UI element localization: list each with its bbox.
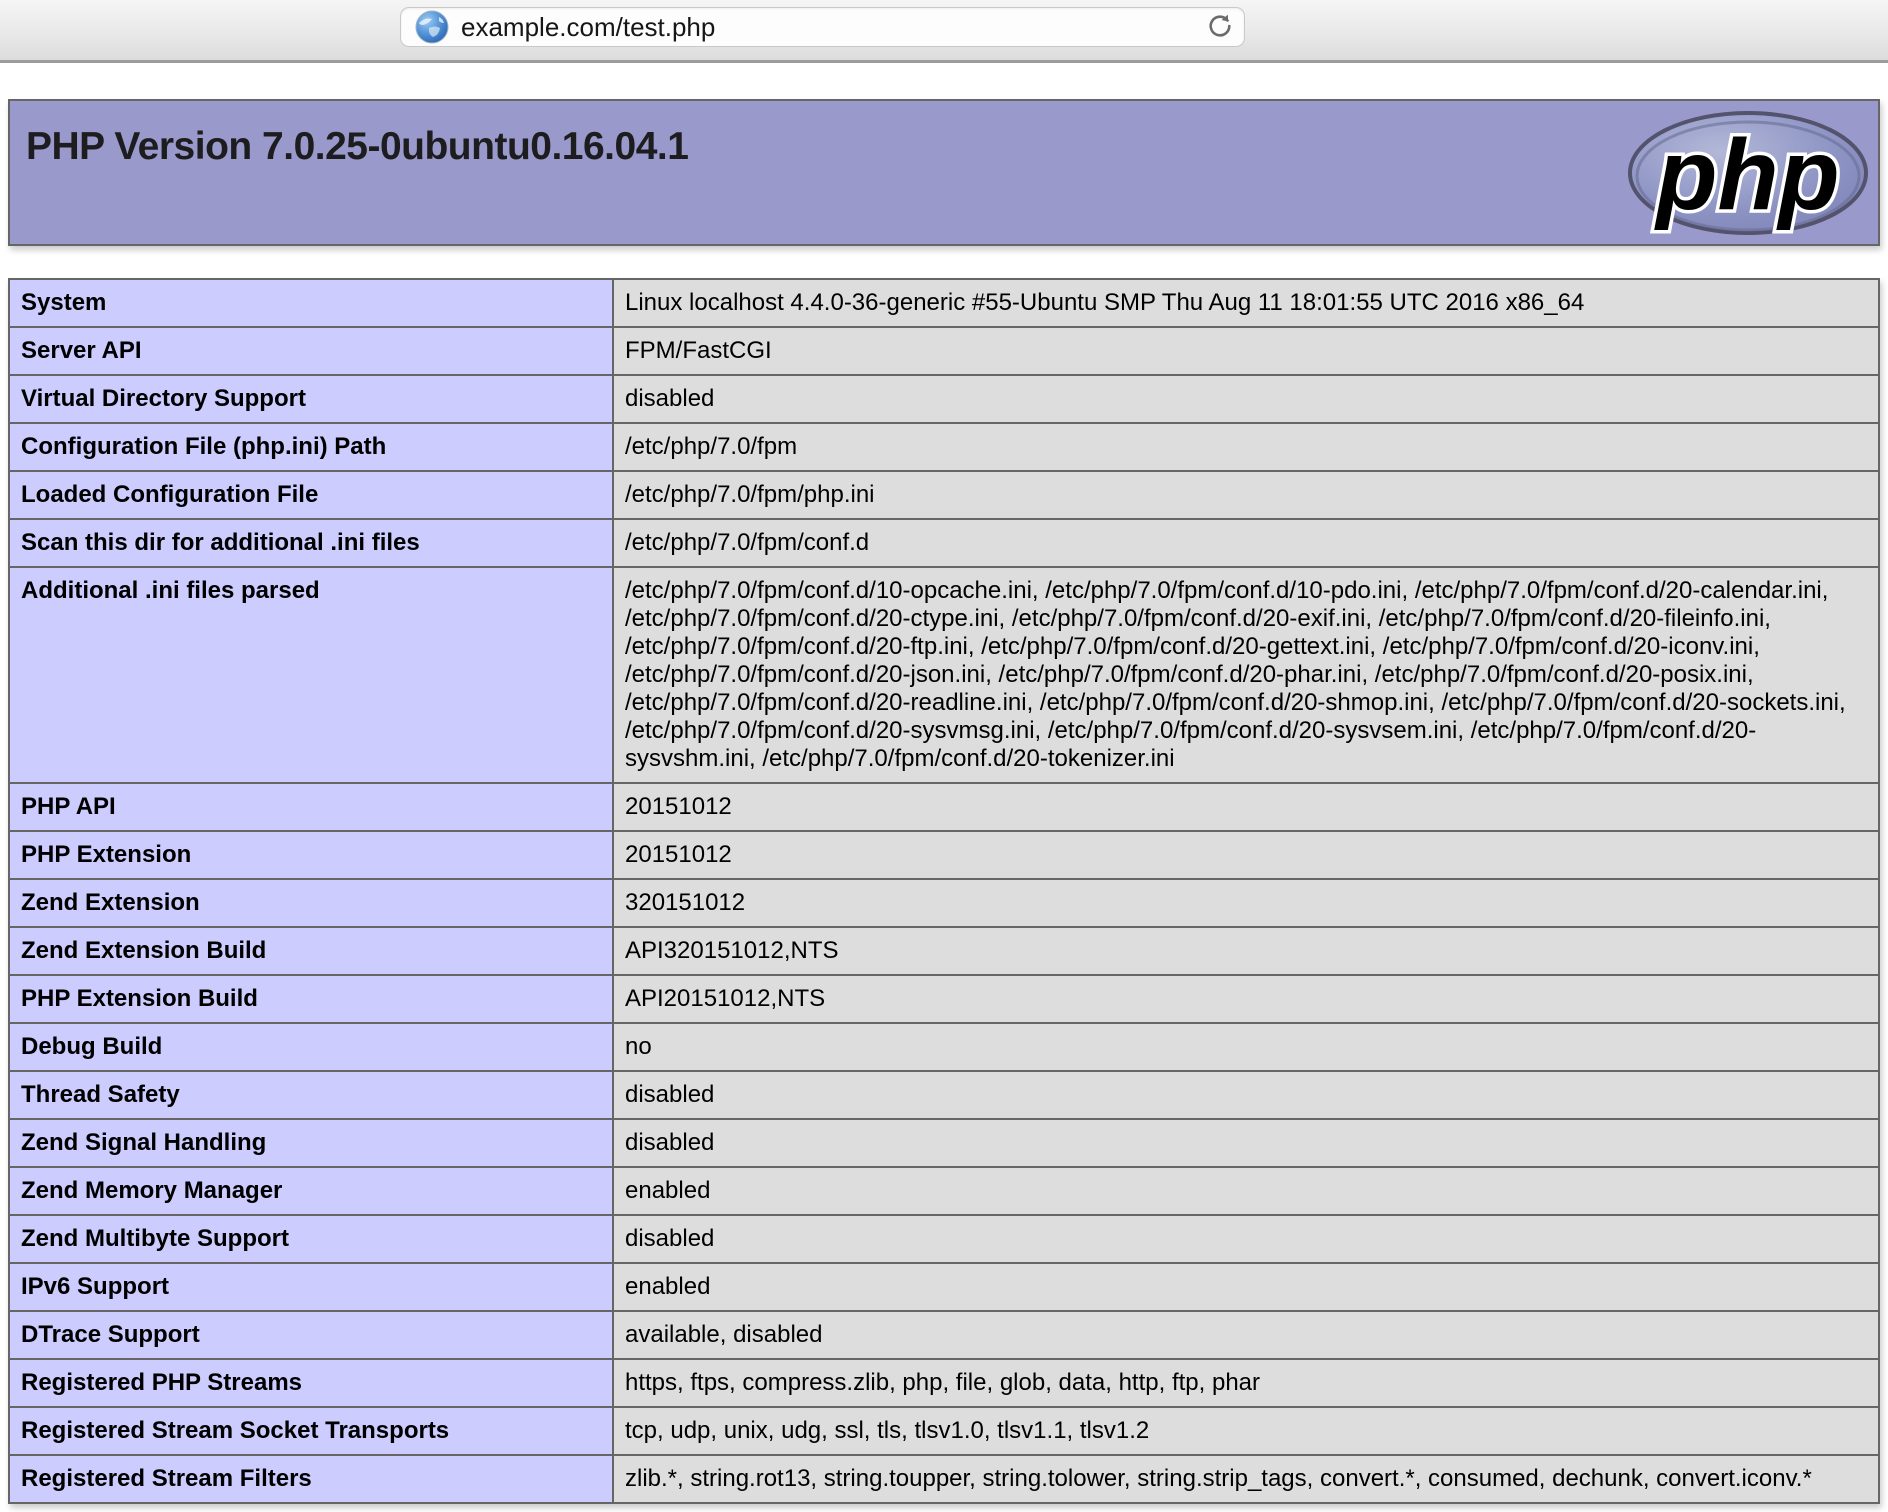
page-title: PHP Version 7.0.25-0ubuntu0.16.04.1	[26, 125, 689, 168]
row-value: /etc/php/7.0/fpm/php.ini	[613, 471, 1879, 519]
row-value: https, ftps, compress.zlib, php, file, glob, data, http, ftp, phar	[613, 1359, 1879, 1407]
table-row	[9, 1119, 1879, 1167]
row-label: Registered PHP Streams	[9, 1359, 613, 1407]
row-label: IPv6 Support	[9, 1263, 613, 1311]
row-value: disabled	[613, 1071, 1879, 1119]
row-value: 20151012	[613, 831, 1879, 879]
row-value: enabled	[613, 1167, 1879, 1215]
table-row	[9, 1167, 1879, 1215]
row-label: Loaded Configuration File	[9, 471, 613, 519]
table-row	[9, 1455, 1879, 1503]
table-row	[9, 1263, 1879, 1311]
row-value: API20151012,NTS	[613, 975, 1879, 1023]
row-value: FPM/FastCGI	[613, 327, 1879, 375]
row-value: available, disabled	[613, 1311, 1879, 1359]
row-value: /etc/php/7.0/fpm/conf.d/10-opcache.ini, /etc/php/7.0/fpm/conf.d/10-pdo.ini, /etc/php/7.0/fpm/conf.d/20-calendar.ini, /etc/php/7.0/fpm/conf.d/20-ctype.ini, /etc/php/7.0/fpm/conf.d/20-exif.ini, /etc/php/7.0/fpm/conf.d/20-fileinfo.ini, /etc/php/7.0/fpm/conf.d/20-ftp.ini, /etc/php/7.0/fpm/conf.d/20-gettext.ini, /etc/php/7.0/fpm/conf.d/20-iconv.ini, /etc/php/7.0/fpm/conf.d/20-json.ini, /etc/php/7.0/fpm/conf.d/20-phar.ini, /etc/php/7.0/fpm/conf.d/20-posix.ini, /etc/php/7.0/fpm/conf.d/20-readline.ini, /etc/php/7.0/fpm/conf.d/20-shmop.ini, /etc/php/7.0/fpm/conf.d/20-sockets.ini, /etc/php/7.0/fpm/conf.d/20-sysvmsg.ini, /etc/php/7.0/fpm/conf.d/20-sysvsem.ini, /etc/php/7.0/fpm/conf.d/20-sysvshm.ini, /etc/php/7.0/fpm/conf.d/20-tokenizer.ini	[613, 567, 1879, 783]
row-label: Virtual Directory Support	[9, 375, 613, 423]
table-row	[9, 519, 1879, 567]
row-value: Linux localhost 4.4.0-36-generic #55-Ubuntu SMP Thu Aug 11 18:01:55 UTC 2016 x86_64	[613, 279, 1879, 327]
row-value: disabled	[613, 1119, 1879, 1167]
row-label: Server API	[9, 327, 613, 375]
row-value: enabled	[613, 1263, 1879, 1311]
table-row	[9, 567, 1879, 783]
row-label: DTrace Support	[9, 1311, 613, 1359]
php-version-header	[8, 99, 1880, 246]
row-label: Zend Multibyte Support	[9, 1215, 613, 1263]
table-row	[9, 1215, 1879, 1263]
row-label: Configuration File (php.ini) Path	[9, 423, 613, 471]
table-row	[9, 831, 1879, 879]
row-label: PHP API	[9, 783, 613, 831]
table-row	[9, 279, 1879, 327]
browser-toolbar	[0, 0, 1888, 63]
row-label: Zend Memory Manager	[9, 1167, 613, 1215]
table-row	[9, 927, 1879, 975]
row-label: PHP Extension	[9, 831, 613, 879]
table-row	[9, 1311, 1879, 1359]
table-row	[9, 879, 1879, 927]
table-row	[9, 327, 1879, 375]
row-label: Scan this dir for additional .ini files	[9, 519, 613, 567]
row-label: Registered Stream Filters	[9, 1455, 613, 1503]
row-label: Zend Signal Handling	[9, 1119, 613, 1167]
table-row	[9, 423, 1879, 471]
reload-icon[interactable]	[1205, 11, 1235, 41]
table-row	[9, 1023, 1879, 1071]
row-value: /etc/php/7.0/fpm/conf.d	[613, 519, 1879, 567]
address-bar[interactable]	[400, 7, 1245, 47]
table-row	[9, 471, 1879, 519]
table-row	[9, 1407, 1879, 1455]
row-value: API320151012,NTS	[613, 927, 1879, 975]
row-label: PHP Extension Build	[9, 975, 613, 1023]
row-label: Zend Extension	[9, 879, 613, 927]
row-label: Debug Build	[9, 1023, 613, 1071]
table-row	[9, 1359, 1879, 1407]
row-value: 20151012	[613, 783, 1879, 831]
table-row	[9, 1071, 1879, 1119]
row-value: 320151012	[613, 879, 1879, 927]
phpinfo-table	[8, 278, 1880, 1504]
table-row	[9, 375, 1879, 423]
table-row	[9, 975, 1879, 1023]
url-text[interactable]: example.com/test.php	[461, 11, 716, 42]
php-logo-icon	[1626, 110, 1870, 237]
row-value: disabled	[613, 375, 1879, 423]
row-value: zlib.*, string.rot13, string.toupper, string.tolower, string.strip_tags, convert.*, consumed, dechunk, convert.iconv.*	[613, 1455, 1879, 1503]
row-value: no	[613, 1023, 1879, 1071]
row-value: disabled	[613, 1215, 1879, 1263]
row-value: /etc/php/7.0/fpm	[613, 423, 1879, 471]
phpinfo-page	[0, 63, 1888, 1512]
row-label: Zend Extension Build	[9, 927, 613, 975]
row-label: Additional .ini files parsed	[9, 567, 613, 783]
row-label: Registered Stream Socket Transports	[9, 1407, 613, 1455]
row-label: Thread Safety	[9, 1071, 613, 1119]
globe-icon	[415, 10, 449, 44]
php-logo-text: php	[1656, 119, 1840, 231]
table-row	[9, 783, 1879, 831]
row-label: System	[9, 279, 613, 327]
row-value: tcp, udp, unix, udg, ssl, tls, tlsv1.0, tlsv1.1, tlsv1.2	[613, 1407, 1879, 1455]
